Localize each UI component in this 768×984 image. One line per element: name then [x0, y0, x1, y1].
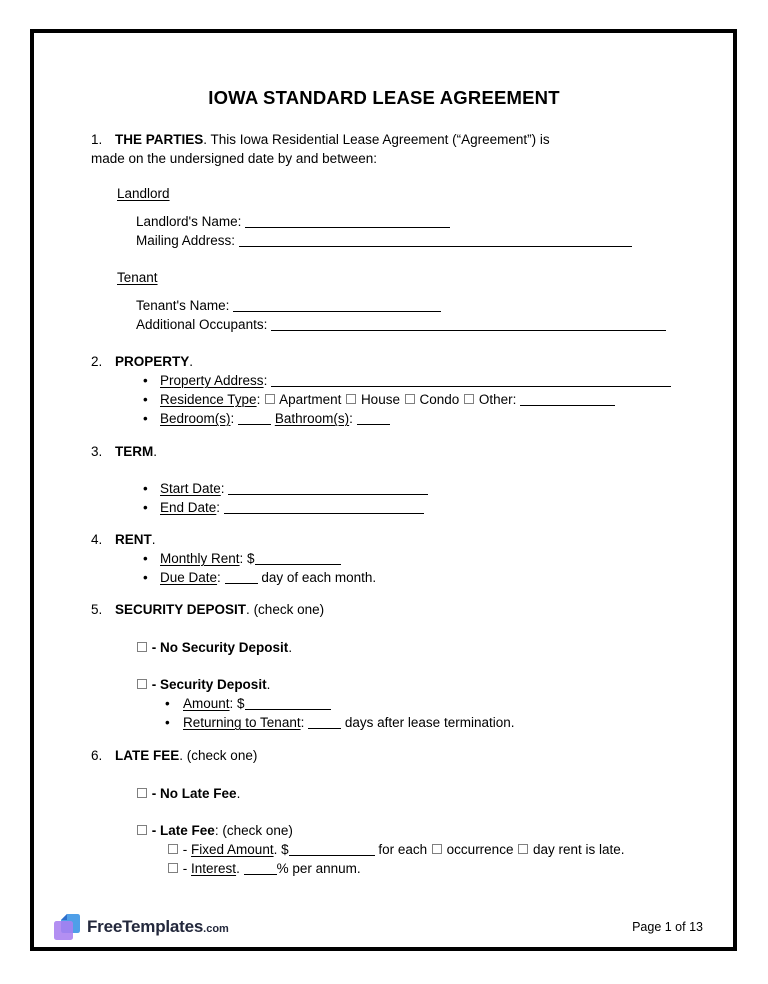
bullet-icon: •	[143, 500, 148, 515]
property-section-number: 2.	[91, 354, 103, 369]
security-section-title: SECURITY DEPOSIT	[115, 602, 247, 617]
additional-occupants-line	[91, 315, 677, 334]
day-rent-late-label: day rent is late.	[533, 842, 625, 857]
mailing-address-blank[interactable]	[239, 234, 632, 247]
no-late-fee-checkbox[interactable]	[137, 788, 147, 798]
tenant-name-label: Tenant's Name:	[136, 298, 230, 313]
document-page	[30, 29, 737, 951]
rooms-line	[91, 409, 677, 428]
parties-section-title: THE PARTIES	[115, 132, 204, 147]
additional-occupants-blank[interactable]	[271, 318, 666, 331]
occurrence-label: occurrence	[446, 842, 514, 857]
dash: -	[151, 823, 157, 838]
start-date-colon: :	[220, 481, 225, 496]
bullet-icon: •	[143, 392, 148, 407]
late-fee-section-period: .	[179, 748, 184, 763]
brand-name: FreeTemplates	[87, 917, 204, 936]
page-number: Page 1 of 13	[632, 920, 703, 934]
residence-type-label: Residence Type	[160, 392, 257, 407]
due-date-label: Due Date	[160, 570, 218, 585]
security-deposit-heading	[91, 600, 677, 619]
end-date-label: End Date	[160, 500, 217, 515]
other-checkbox[interactable]	[464, 394, 474, 404]
parties-intro-text-2: made on the undersigned date by and between:	[91, 151, 377, 166]
parties-section-number: 1.	[91, 132, 103, 147]
late-fee-colon: :	[214, 823, 219, 838]
page-title: IOWA STANDARD LEASE AGREEMENT	[208, 87, 560, 108]
bullet-icon: •	[143, 481, 148, 496]
start-date-line	[91, 479, 677, 498]
property-address-line	[91, 371, 677, 390]
no-security-deposit-checkbox[interactable]	[137, 642, 147, 652]
late-fee-checkbox[interactable]	[137, 825, 147, 835]
landlord-name-line	[91, 212, 677, 231]
condo-label: Condo	[419, 392, 460, 407]
end-date-colon: :	[216, 500, 221, 515]
landlord-heading: Landlord	[117, 186, 170, 201]
deposit-amount-label: Amount	[183, 696, 230, 711]
brand-tld: .com	[203, 923, 229, 935]
late-fee-heading	[91, 746, 677, 765]
no-late-fee-line	[91, 784, 677, 803]
due-date-blank[interactable]	[225, 571, 258, 584]
term-section-title: TERM	[115, 444, 154, 459]
tenant-name-blank[interactable]	[233, 299, 441, 312]
brand-wordmark	[87, 917, 229, 937]
dash: -	[151, 677, 157, 692]
dash: -	[151, 786, 157, 801]
bedrooms-blank[interactable]	[238, 412, 271, 425]
due-date-colon: :	[217, 570, 221, 585]
late-fee-option-line	[91, 821, 677, 840]
bullet-icon: •	[143, 551, 148, 566]
late-fee-section-title: LATE FEE	[115, 748, 180, 763]
house-checkbox[interactable]	[346, 394, 356, 404]
condo-checkbox[interactable]	[405, 394, 415, 404]
end-date-line	[91, 498, 677, 517]
tenant-name-line	[91, 296, 677, 315]
mailing-address-label: Mailing Address:	[136, 233, 236, 248]
landlord-name-blank[interactable]	[245, 215, 450, 228]
term-section-period: .	[153, 444, 158, 459]
returning-to-tenant-line	[91, 713, 677, 732]
late-fee-section-note: (check one)	[186, 748, 258, 763]
rent-section-number: 4.	[91, 532, 103, 547]
term-section-number: 3.	[91, 444, 103, 459]
dash: -	[182, 842, 188, 857]
property-section-title: PROPERTY	[115, 354, 190, 369]
bullet-icon: •	[143, 570, 148, 585]
bullet-icon: •	[165, 696, 170, 711]
due-date-line	[91, 568, 677, 587]
term-heading	[91, 442, 677, 461]
interest-suffix: % per annum.	[276, 861, 361, 876]
no-security-deposit-period: .	[288, 640, 293, 655]
interest-checkbox[interactable]	[168, 863, 178, 873]
security-deposit-checkbox[interactable]	[137, 679, 147, 689]
dash: -	[151, 640, 157, 655]
freetemplates-logo-icon	[54, 914, 80, 940]
apartment-checkbox[interactable]	[265, 394, 275, 404]
security-deposit-period: .	[266, 677, 271, 692]
returning-days-blank[interactable]	[308, 716, 341, 729]
other-blank[interactable]	[520, 393, 615, 406]
interest-period: .	[236, 861, 240, 876]
property-heading	[91, 352, 677, 371]
fixed-amount-mid: for each	[378, 842, 428, 857]
interest-blank[interactable]	[244, 862, 277, 875]
residence-type-line	[91, 390, 677, 409]
bathrooms-blank[interactable]	[357, 412, 390, 425]
deposit-amount-line	[91, 694, 677, 713]
rent-section-title: RENT	[115, 532, 152, 547]
document-content	[91, 33, 677, 878]
other-label: Other:	[478, 392, 517, 407]
security-section-number: 5.	[91, 602, 103, 617]
fixed-amount-blank[interactable]	[289, 843, 375, 856]
fixed-amount-sep: . $	[273, 842, 289, 857]
rent-heading	[91, 530, 677, 549]
security-deposit-label: Security Deposit	[160, 677, 267, 692]
fixed-amount-checkbox[interactable]	[168, 844, 178, 854]
landlord-name-label: Landlord's Name:	[136, 214, 242, 229]
returning-colon: :	[300, 715, 305, 730]
deposit-amount-blank[interactable]	[245, 697, 331, 710]
late-fee-note: (check one)	[222, 823, 293, 838]
monthly-rent-line	[91, 549, 677, 568]
bathrooms-label: Bathroom(s)	[274, 411, 350, 426]
property-address-colon: :	[263, 373, 268, 388]
parties-intro-line2	[91, 149, 677, 168]
returning-label: Returning to Tenant	[183, 715, 301, 730]
monthly-rent-sep: : $	[239, 551, 255, 566]
fixed-amount-line	[91, 840, 677, 859]
property-section-period: .	[189, 354, 194, 369]
mailing-address-line	[91, 231, 677, 250]
rent-section-period: .	[151, 532, 156, 547]
apartment-label: Apartment	[279, 392, 342, 407]
due-date-suffix: day of each month.	[261, 570, 377, 585]
property-address-label: Property Address	[160, 373, 264, 388]
interest-label: Interest	[191, 861, 237, 876]
no-late-fee-label: No Late Fee	[160, 786, 237, 801]
start-date-label: Start Date	[160, 481, 221, 496]
dash: -	[182, 861, 188, 876]
security-deposit-line	[91, 675, 677, 694]
late-fee-section-number: 6.	[91, 748, 103, 763]
bedrooms-colon: :	[230, 411, 235, 426]
house-label: House	[360, 392, 400, 407]
fixed-amount-label: Fixed Amount	[191, 842, 274, 857]
occurrence-checkbox[interactable]	[432, 844, 442, 854]
parties-intro-text: . This Iowa Residential Lease Agreement (“Agreement”) is	[203, 132, 550, 147]
security-section-period: .	[246, 602, 250, 617]
bullet-icon: •	[165, 715, 170, 730]
monthly-rent-blank[interactable]	[255, 552, 341, 565]
residence-type-colon: :	[256, 392, 261, 407]
interest-line	[91, 859, 677, 878]
tenant-heading: Tenant	[117, 270, 158, 285]
deposit-amount-sep: : $	[229, 696, 245, 711]
day-rent-late-checkbox[interactable]	[518, 844, 528, 854]
bathrooms-colon: :	[349, 411, 353, 426]
start-date-blank[interactable]	[228, 482, 428, 495]
bedrooms-label: Bedroom(s)	[160, 411, 231, 426]
monthly-rent-label: Monthly Rent	[160, 551, 240, 566]
returning-suffix: days after lease termination.	[344, 715, 515, 730]
end-date-blank[interactable]	[224, 501, 424, 514]
late-fee-label: Late Fee	[160, 823, 215, 838]
parties-intro-line1	[91, 130, 677, 149]
security-section-note: (check one)	[253, 602, 325, 617]
property-address-blank[interactable]	[271, 374, 671, 387]
no-late-fee-period: .	[236, 786, 241, 801]
additional-occupants-label: Additional Occupants:	[136, 317, 268, 332]
bullet-icon: •	[143, 373, 148, 388]
footer-brand-link[interactable]	[54, 914, 229, 940]
no-security-deposit-line	[91, 638, 677, 657]
no-security-deposit-label: No Security Deposit	[160, 640, 289, 655]
bullet-icon: •	[143, 411, 148, 426]
